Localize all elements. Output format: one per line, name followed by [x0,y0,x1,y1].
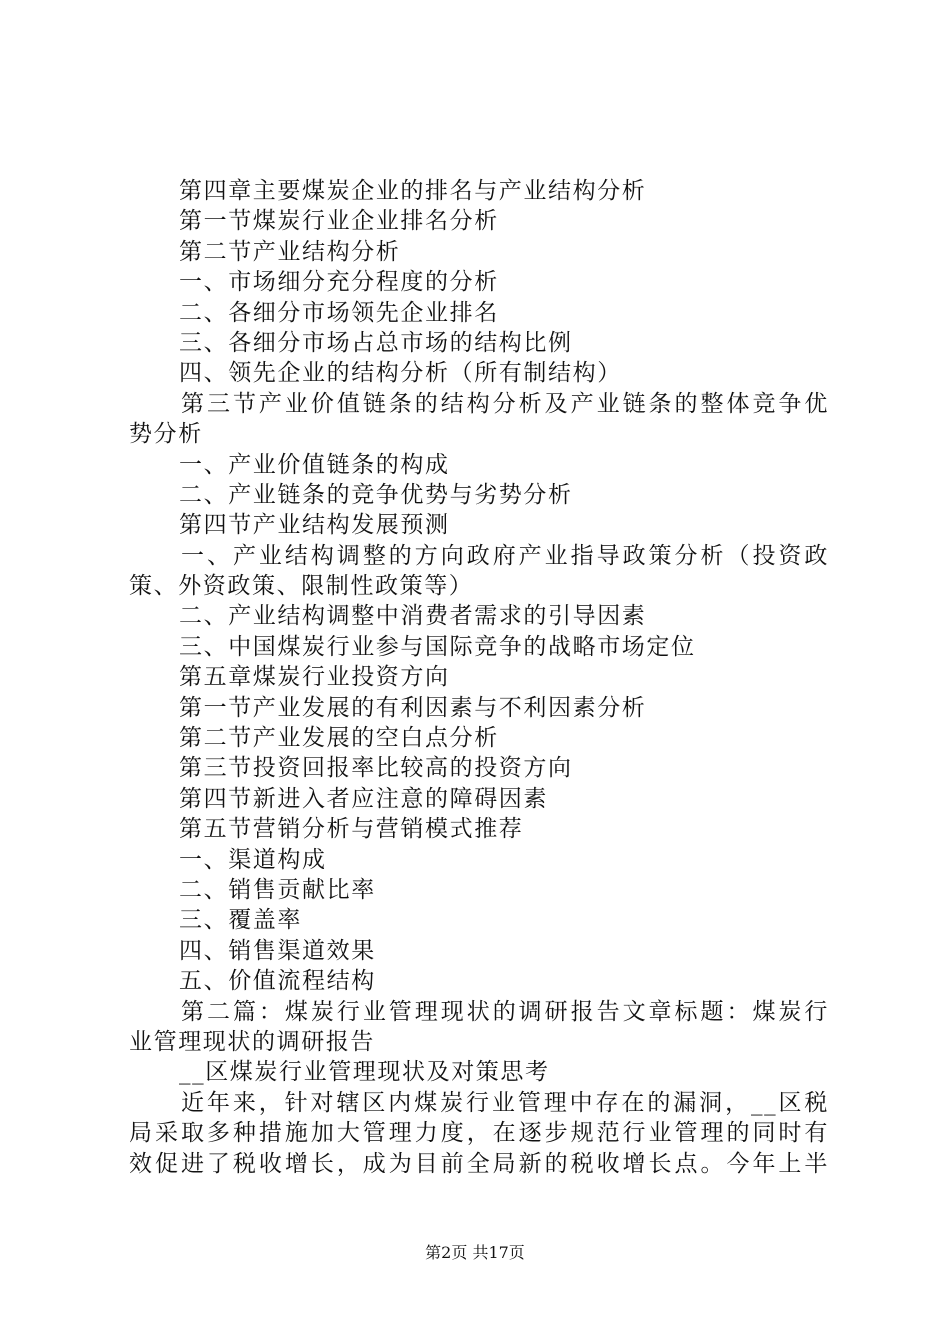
section-heading: 第三节投资回报率比较高的投资方向 [179,755,573,782]
list-item: 三、中国煤炭行业参与国际竞争的战略市场定位 [179,633,696,660]
chapter-heading: 第五章煤炭行业投资方向 [179,664,450,691]
list-item: 二、产业链条的竞争优势与劣势分析 [179,481,573,508]
list-item: 四、领先企业的结构分析（所有制结构） [179,360,622,387]
section-heading: 第二节产业结构分析 [179,238,401,265]
list-item: 二、产业结构调整中消费者需求的引导因素 [179,603,647,630]
section-heading-continuation: 势分析 [129,421,203,448]
list-item: 一、产业结构调整的方向政府产业指导政策分析（投资政 [181,542,829,569]
paragraph-line: 近年来，针对辖区内煤炭行业管理中存在的漏洞，__区税 [181,1089,829,1116]
section-heading: 第四节新进入者应注意的障碍因素 [179,785,548,812]
list-item: 二、各细分市场领先企业排名 [179,299,499,326]
list-item: 一、市场细分充分程度的分析 [179,269,499,296]
list-item-continuation: 策、外资政策、限制性政策等） [129,573,474,600]
paragraph-line: 局采取多种措施加大管理力度，在逐步规范行业管理的同时有 [129,1120,829,1147]
list-item: 一、渠道构成 [179,846,327,873]
section-heading: 第四节产业结构发展预测 [179,512,450,539]
list-item: 一、产业价值链条的构成 [179,451,450,478]
list-item: 三、覆盖率 [179,907,302,934]
paragraph-line: 效促进了税收增长，成为目前全局新的税收增长点。今年上半 [129,1150,829,1177]
list-item: 五、价值流程结构 [179,968,376,995]
document-body [129,176,829,1179]
list-item: 二、销售贡献比率 [179,876,376,903]
list-item: 三、各细分市场占总市场的结构比例 [179,329,573,356]
section-heading: 第一节煤炭行业企业排名分析 [179,208,499,235]
section-heading: 第一节产业发展的有利因素与不利因素分析 [179,694,647,721]
page-number: 第2页 共17页 [425,1243,525,1262]
article-title: __区煤炭行业管理现状及对策思考 [179,1059,550,1086]
list-item: 四、销售渠道效果 [179,937,376,964]
chapter-heading: 第四章主要煤炭企业的排名与产业结构分析 [179,178,647,204]
part-heading-continuation: 业管理现状的调研报告 [129,1028,375,1055]
part-heading: 第二篇：煤炭行业管理现状的调研报告文章标题：煤炭行 [181,998,829,1025]
section-heading: 第三节产业价值链条的结构分析及产业链条的整体竞争优 [181,390,829,417]
section-heading: 第二节产业发展的空白点分析 [179,725,499,752]
section-heading: 第五节营销分析与营销模式推荐 [179,816,524,843]
